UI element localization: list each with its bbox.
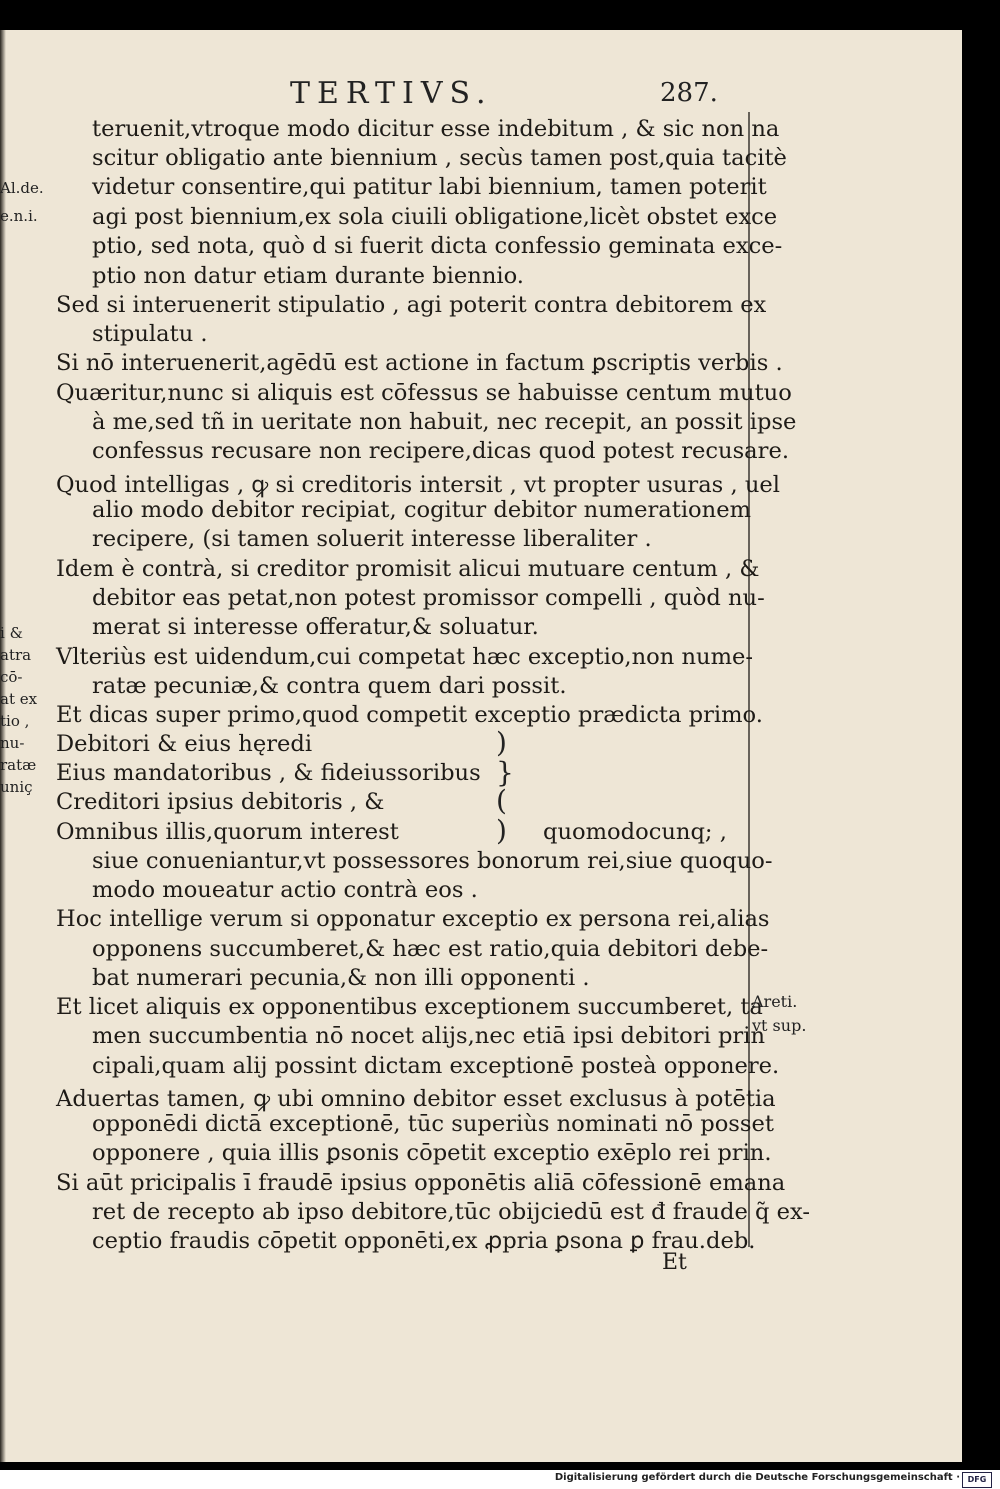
text-line: Hoc intellige verum si opponatur exceptio ex persona rei,alias xyxy=(56,906,770,932)
text-line: agi post biennium,ex sola ciuili obligatione,licèt obstet exce xyxy=(92,204,778,230)
margin-note-line: vt sup. xyxy=(752,1016,807,1035)
text-line: men succumbentia nō nocet alijs,nec etiā ipsi debitori prin xyxy=(92,1023,766,1049)
text-line: opponens succumberet,& hæc est ratio,quia debitori debe- xyxy=(92,936,769,962)
text-line: bat numerari pecunia,& non illi opponenti . xyxy=(92,965,590,991)
text-line: siue conueniantur,vt possessores bonorum rei,siue quoquo- xyxy=(92,848,773,874)
margin-note-line: i & xyxy=(0,624,23,642)
text-line: Quæritur,nunc si aliquis est cōfessus se habuisse centum mutuo xyxy=(56,380,792,406)
text-line: opponēdi dictā exceptionē, tūc superiùs nominati nō posset xyxy=(92,1111,774,1137)
margin-note-line: ratæ xyxy=(0,756,37,774)
folio-number: 287. xyxy=(660,78,718,108)
brace-mark: } xyxy=(496,756,514,789)
text-line: teruenit,vtroque modo dicitur esse indebitum , & sic non na xyxy=(92,116,780,142)
text-line: debitor eas petat,non potest promissor compelli , quòd nu- xyxy=(92,585,765,611)
margin-note-line: at ex xyxy=(0,690,38,708)
running-title: TERTIVS. xyxy=(290,76,493,111)
margin-note-line: cō- xyxy=(0,668,23,686)
brace-continuation: quomodocunq; , xyxy=(543,819,727,845)
text-line: cipali,quam alij possint dictam exceptionē posteà opponere. xyxy=(92,1053,780,1079)
text-line: ret de recepto ab ipso debitore,tūc obijciedū est đ fraude q̃ ex- xyxy=(92,1199,810,1225)
list-line: Omnibus illis,quorum interest xyxy=(56,819,399,845)
margin-note-line: nu- xyxy=(0,734,25,752)
margin-note-line: atra xyxy=(0,646,32,664)
text-line: Si aūt pricipalis ī fraudē ipsius opponētis aliā cōfessionē emana xyxy=(56,1170,786,1196)
text-line: Sed si interuenerit stipulatio , agi poterit contra debitorem ex xyxy=(56,292,767,318)
brace-mark: ) xyxy=(496,726,507,759)
page-header xyxy=(0,74,962,114)
text-line: stipulatu . xyxy=(92,321,208,347)
list-line: Eius mandatoribus , & fideiussoribus xyxy=(56,760,481,786)
text-line: ptio, sed nota, quò d si fuerit dicta confessio geminata exce- xyxy=(92,233,783,259)
text-line: Aduertas tamen, ꝙ ubi omnino debitor esset exclusus à potētia xyxy=(56,1086,776,1112)
brace-mark: ( xyxy=(496,784,507,817)
list-line: Debitori & eius hęredi xyxy=(56,731,313,757)
text-line: Quod intelligas , ꝙ si creditoris intersit , vt propter usuras , uel xyxy=(56,472,780,498)
left-marginal-note-mid xyxy=(0,622,54,798)
text-line: confessus recusare non recipere,dicas quod potest recusare. xyxy=(92,438,789,464)
funding-credit: Digitalisierung gefördert durch die Deutsche Forschungsgemeinschaft · xyxy=(554,1472,960,1483)
margin-note-line: uniç xyxy=(0,778,33,796)
text-line: videtur consentire,qui patitur labi biennium, tamen poterit xyxy=(92,174,767,200)
list-line: Creditori ipsius debitoris , & xyxy=(56,789,385,815)
text-line: modo moueatur actio contrà eos . xyxy=(92,877,478,903)
margin-note-line: Areti. xyxy=(752,992,798,1011)
text-line: Et dicas super primo,quod competit exceptio prædicta primo. xyxy=(56,702,763,728)
digitization-footer xyxy=(0,1470,1000,1489)
text-line: Et licet aliquis ex opponentibus exceptionem succumberet, ta xyxy=(56,994,763,1020)
text-line: Si nō interuenerit,agēdū est actione in factum ꝑscriptis verbis . xyxy=(56,350,783,376)
text-line: alio modo debitor recipiat, cogitur debitor numerationem xyxy=(92,497,751,523)
text-line: opponere , quia illis ꝑsonis cōpetit exceptio exēplo rei prin. xyxy=(92,1140,772,1166)
right-marginal-note xyxy=(752,990,806,1038)
text-line: recipere, (si tamen soluerit interesse liberaliter . xyxy=(92,526,652,552)
brace-mark: ) xyxy=(496,814,507,847)
text-line: ratæ pecuniæ,& contra quem dari possit. xyxy=(92,673,567,699)
text-line: scitur obligatio ante biennium , secùs tamen post,quia tacitè xyxy=(92,145,787,171)
catchword: Et xyxy=(662,1250,687,1275)
margin-note-line: tio , xyxy=(0,712,30,730)
text-line: merat si interesse offeratur,& soluatur. xyxy=(92,614,539,640)
dfg-logo: DFG xyxy=(962,1472,992,1488)
margin-note-line: Al.de. xyxy=(0,179,44,197)
text-line: ceptio fraudis cōpetit opponēti,ex ꝓpria ꝑsona ꝑ frau.deb. xyxy=(92,1228,756,1254)
margin-note-line: e.n.i. xyxy=(0,207,38,225)
text-line: Vlteriùs est uidendum,cui competat hæc exceptio,non nume- xyxy=(56,644,754,670)
text-line: à me,sed tñ in ueritate non habuit, nec recepit, an possit ipse xyxy=(92,409,797,435)
text-line: Idem è contrà, si creditor promisit alicui mutuare centum , & xyxy=(56,556,760,582)
left-marginal-note-top xyxy=(0,174,54,230)
text-line: ptio non datur etiam durante biennio. xyxy=(92,263,524,289)
